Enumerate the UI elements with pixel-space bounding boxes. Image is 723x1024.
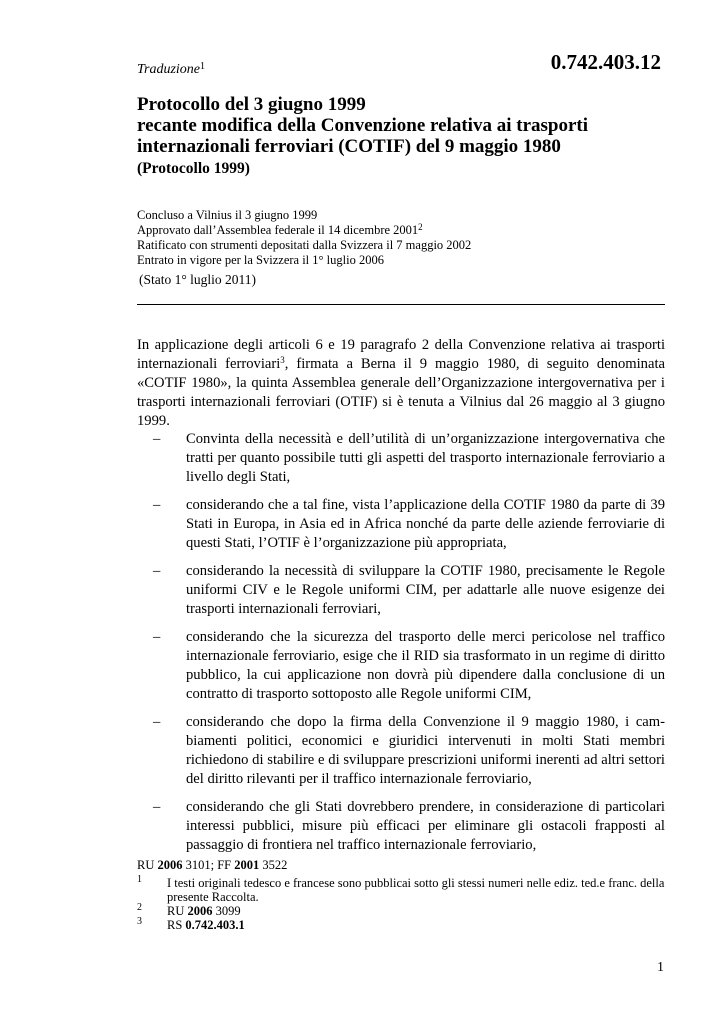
dash-bullet: – xyxy=(153,431,161,447)
footnote-number: 2 xyxy=(137,902,142,913)
document-subtitle: (Protocollo 1999) xyxy=(137,160,250,177)
publication-reference: RU 2006 3101; FF 2001 3522 xyxy=(137,858,288,872)
footnote-ref[interactable]: 3 xyxy=(280,355,285,365)
footnotes xyxy=(137,858,665,932)
list-item-text: considerando che la sicurezza del trasporto delle merci pericolose nel traffico internazionale ferroviario, esige che il RID sia trasformato in un regime di diritto pubblico, la cui applicazione non dovrà più dipendere dalla conclusione di un contratto di trasporto sottoposto alle Regole uniformi CIM, xyxy=(186,629,665,702)
concluded-date: Concluso a Vilnius il 3 giugno 1999 xyxy=(137,208,318,222)
status-date: (Stato 1° luglio 2011) xyxy=(139,272,257,287)
document-title xyxy=(137,94,677,157)
list-item-text: Convinta della necessità e dell’utilità di un’organizzazione intergovernativa che tratti per quanto possibile tutti gli aspetti del trasporto internazionale ferroviario a livello degli Stati, xyxy=(186,431,665,485)
list-item-text: considerando la necessità di sviluppare la COTIF 1980, precisamente le Regole uniformi CIV e le Regole uniformi CIM, per adattarle alle nuove esigenze dei trasporti internazionali ferroviari, xyxy=(186,563,665,617)
footnote-ref[interactable]: 1 xyxy=(200,61,206,72)
list-item-text: considerando che dopo la firma della Convenzione il 9 maggio 1980, i cambiamenti politici, economici e giuridici intervenuti in molti Stati membri richiedono di stabilire e di sviluppare prescrizioni uniformi inerenti ad altri settori del diritto rilevanti per il traffico internazionale ferroviario, xyxy=(186,714,665,787)
dash-bullet: – xyxy=(153,563,161,579)
list-item-text: considerando che a tal fine, vista l’applicazione della COTIF 1980 da parte di 39 Stati in Europa, in Asia ed in Africa nonché da parte delle aziende ferroviarie di questi Stati, l’OTIF è l’organizzazione più appropriata, xyxy=(186,497,665,551)
dash-bullet: – xyxy=(153,629,161,645)
dash-bullet: – xyxy=(153,497,161,513)
dash-bullet: – xyxy=(153,799,161,815)
footnote-number: 1 xyxy=(137,874,142,885)
preamble-paragraph: In applicazione degli articoli 6 e 19 paragrafo 2 della Convenzione relativa ai trasporti internazionali ferroviari$^3$, firmata a Berna il 9 maggio 1980, di seguito denominata «COTIF 1980», la quinta Assemblea generale dell’Organizzazione intergovernativa per i trasporti internazionali ferroviari (OTIF) si è tenuta a Vilnius dal 26 maggio al 3 giugno 1999. xyxy=(137,337,665,429)
in-force-date: Entrato in vigore per la Svizzera il 1° luglio 2006 xyxy=(137,253,384,267)
sr-number: 0.742.403.12 xyxy=(550,50,661,74)
title-line: internazionali ferroviari (COTIF) del 9 maggio 1980 xyxy=(137,136,561,157)
ratified-date: Ratificato con strumenti depositati dalla Svizzera il 7 maggio 2002 xyxy=(137,238,472,252)
list-item xyxy=(137,628,665,704)
title-line: Protocollo del 3 giugno 1999 xyxy=(137,94,366,115)
list-item xyxy=(137,798,665,855)
footnote xyxy=(137,876,665,904)
list-item xyxy=(137,713,665,789)
translation-label: Traduzione$^1$ xyxy=(137,61,206,77)
dash-bullet: – xyxy=(153,714,161,730)
footnote-ref[interactable]: 2 xyxy=(418,222,423,232)
approved-date: Approvato dall’Assemblea federale il 14 dicembre 2001$^2$ xyxy=(137,222,423,237)
page-number: 1 xyxy=(657,960,664,975)
divider xyxy=(137,304,665,305)
footnote: 2 RU 2006 3099 xyxy=(137,902,241,918)
list-item xyxy=(137,496,665,553)
title-line: recante modifica della Convenzione relativa ai trasporti xyxy=(137,115,588,136)
considerations-list xyxy=(137,430,665,864)
list-item xyxy=(137,562,665,619)
footnote-number: 3 xyxy=(137,916,142,927)
list-item-text: considerando che gli Stati dovrebbero prendere, in considerazione di particolari interessi pubblici, misure più efficaci per eliminare gli ostacoli frapposti al passaggio di frontiera nel traffico internazionale ferroviario, xyxy=(186,799,665,853)
document-metadata xyxy=(137,208,657,268)
footnote-text: I testi originali tedesco e francese sono pubblicai sotto gli stessi numeri nelle ediz. ted.e franc. della presente Raccolta. xyxy=(167,876,665,904)
list-item xyxy=(137,430,665,487)
footnote: 3 RS 0.742.403.1 xyxy=(137,916,245,932)
